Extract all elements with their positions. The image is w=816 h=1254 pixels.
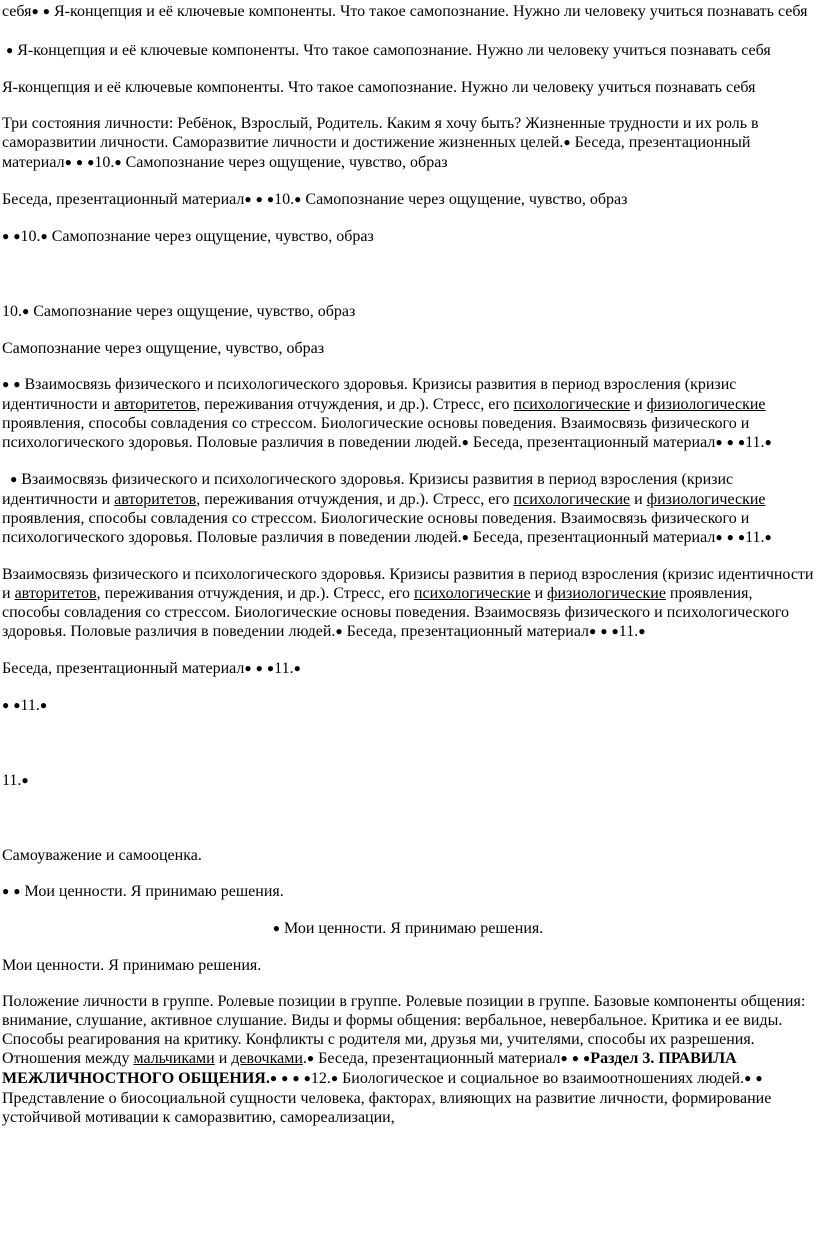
- paragraph-6: [2, 227, 814, 247]
- text-segment: 11.: [274, 660, 294, 677]
- link-avtoritetov[interactable]: авторитетов: [114, 396, 197, 413]
- bullet-icon: ●: [292, 1071, 300, 1085]
- bullet-icon: ●: [13, 229, 21, 243]
- text-segment: Беседа, презентационный материал: [468, 529, 716, 546]
- paragraph-3: [2, 78, 814, 97]
- bullet-icon: ●: [294, 192, 302, 206]
- bullet-icon: ●: [64, 155, 72, 169]
- bullet-icon: ●: [335, 624, 343, 638]
- text-segment: Я-концепция и её ключевые компоненты. Что такое самопознание. Нужно ли человеку учиться познавать себя: [2, 79, 756, 96]
- bullet-icon: ●: [715, 435, 723, 449]
- text-segment: Беседа, презентационный материал: [342, 623, 590, 640]
- bullet-icon: ●: [244, 192, 252, 206]
- bullet-icon: ●: [764, 435, 772, 449]
- text-segment: Самопознание через ощущение, чувство, образ: [301, 191, 628, 208]
- link-avtoritetov[interactable]: авторитетов: [114, 491, 197, 508]
- text-segment: Беседа, презентационный материал: [468, 434, 716, 451]
- text-segment: 12.: [310, 1070, 331, 1087]
- paragraph-11: [2, 565, 814, 642]
- text-segment: 11.: [745, 529, 765, 546]
- paragraph-12: [2, 659, 814, 679]
- text-segment: Биологическое и социальное во взаимоотношениях людей.: [338, 1070, 745, 1087]
- bullet-icon: ●: [306, 1051, 315, 1065]
- bullet-icon: ●: [13, 698, 21, 712]
- bullet-icon: ●: [737, 530, 746, 544]
- paragraph-13: [2, 696, 814, 716]
- bullet-icon: ●: [21, 773, 29, 787]
- link-fiziologicheskie[interactable]: физиологические: [646, 491, 766, 508]
- bullet-icon: ●: [726, 530, 734, 544]
- paragraph-4: [2, 114, 814, 173]
- bullet-icon: ●: [726, 435, 734, 449]
- link-malchikami[interactable]: мальчиками: [133, 1050, 215, 1067]
- bullet-icon: ●: [638, 624, 646, 638]
- bullet-icon: ●: [755, 1071, 763, 1085]
- link-devochkami[interactable]: девочками: [231, 1050, 303, 1067]
- bullet-icon: ●: [303, 1071, 311, 1085]
- bullet-icon: ●: [2, 229, 10, 243]
- text-segment: Взаимосвязь физического и психологического здоровья. Кризисы развития в период взросления (кризис идентичности и: [2, 566, 814, 602]
- text-segment: Беседа, презентационный материал: [2, 134, 751, 171]
- bullet-icon: ●: [461, 530, 469, 544]
- text-segment: , переживания отчуждения, и др.). Стресс, его: [96, 585, 414, 602]
- text-segment: и: [530, 585, 548, 602]
- bullet-icon: ●: [31, 4, 39, 18]
- text-segment: Положение личности в группе. Ролевые позиции в группе. Ролевые позиции в группе. Базовые компоненты общения: внимание, слушание, активное слушание. Виды и формы общения: вербальное, невербальное. Критика и ее виды. Способы реагирования на критику. Конфликты с родителя ми, друзья ми, учителями, способы их разрешения. Отношения между: [2, 993, 806, 1067]
- text-segment: Самопознание через ощущение, чувство, образ: [29, 303, 356, 320]
- text-segment: 10.: [2, 303, 22, 320]
- bullet-icon: ●: [269, 1071, 278, 1085]
- bullet-icon: ●: [715, 530, 723, 544]
- bullet-icon: ●: [2, 377, 10, 391]
- text-segment: себя: [2, 3, 32, 20]
- bullet-icon: ●: [10, 472, 18, 486]
- bullet-icon: ●: [13, 377, 21, 391]
- text-segment: Беседа, презентационный материал: [2, 660, 245, 677]
- bullet-icon: ●: [293, 661, 301, 675]
- link-avtoritetov[interactable]: авторитетов: [14, 585, 97, 602]
- bullet-icon: ●: [255, 661, 263, 675]
- text-segment: , переживания отчуждения, и др.). Стресс, его: [196, 396, 514, 413]
- text-segment: Взаимосвязь физического и психологического здоровья. Кризисы развития в период взросления (кризис идентичности и: [2, 471, 734, 508]
- bullet-icon: ●: [75, 155, 84, 169]
- bullet-icon: ●: [114, 155, 122, 169]
- bullet-icon: ●: [560, 1051, 568, 1065]
- text-segment: Взаимосвязь физического и психологического здоровья. Кризисы развития в период взросления (кризис идентичности и: [2, 376, 737, 413]
- text-segment: Самопознание через ощущение, чувство, образ: [121, 154, 448, 171]
- bullet-icon: ●: [13, 884, 21, 898]
- text-segment: Самопознание через ощущение, чувство, образ: [2, 340, 325, 357]
- text-segment: Беседа, презентационный материал: [2, 191, 245, 208]
- text-segment: Беседа, презентационный материал: [314, 1050, 561, 1067]
- bullet-icon: ●: [2, 698, 10, 712]
- text-segment: 10.: [94, 154, 115, 171]
- bullet-icon: ●: [461, 435, 469, 449]
- text-segment: , переживания отчуждения, и др.). Стресс, его: [196, 491, 514, 508]
- paragraph-10: [2, 470, 814, 548]
- bullet-icon: ●: [39, 698, 48, 712]
- text-segment: 10.: [20, 228, 41, 245]
- bullet-icon: ●: [611, 624, 619, 638]
- link-psikhologicheskie[interactable]: психологические: [513, 396, 631, 413]
- bullet-icon: ●: [571, 1051, 580, 1065]
- bullet-icon: ●: [737, 435, 746, 449]
- section-heading: Раздел 3. ПРАВИЛА МЕЖЛИЧНОСТНОГО ОБЩЕНИЯ.: [2, 1050, 737, 1087]
- text-segment: Представление о биосоциальной сущности человека, факторах, влияющих на развитие личности, формирование устойчивой мотивации к саморазвитию, самореализации,: [2, 1090, 772, 1126]
- link-fiziologicheskie[interactable]: физиологические: [646, 396, 766, 413]
- bullet-icon: ●: [600, 624, 608, 638]
- text-segment: Я-концепция и её ключевые компоненты. Что такое самопознание. Нужно ли человеку учиться познавать себя: [50, 3, 808, 20]
- link-psikhologicheskie[interactable]: психологические: [413, 585, 531, 602]
- paragraph-1: [2, 2, 814, 22]
- text-segment: 11.: [2, 772, 22, 789]
- text-segment: 11.: [745, 434, 765, 451]
- text-segment: Три состояния личности: Ребёнок, Взрослый, Родитель. Каким я хочу быть? Жизненные трудности и их роль в саморазвитии личности. Саморазвитие личности и достижение жизненных целей.: [2, 115, 759, 151]
- paragraph-15: [2, 846, 814, 865]
- bullet-icon: ●: [87, 155, 95, 169]
- text-segment: Мои ценности. Я принимаю решения.: [20, 883, 284, 900]
- text-segment: 11.: [618, 623, 639, 640]
- paragraph-7: [2, 302, 814, 322]
- text-segment: Мои ценности. Я принимаю решения.: [280, 920, 544, 937]
- bullet-icon: ●: [272, 921, 280, 935]
- text-segment: и: [630, 491, 647, 508]
- text-segment: Мои ценности. Я принимаю решения.: [2, 957, 262, 974]
- text-segment: 10.: [274, 191, 295, 208]
- bullet-icon: ●: [744, 1071, 752, 1085]
- paragraph-14: [2, 771, 814, 791]
- bullet-icon: ●: [563, 135, 571, 149]
- bullet-icon: ●: [266, 661, 275, 675]
- text-segment: .: [302, 1050, 307, 1067]
- paragraph-5: [2, 190, 814, 210]
- paragraph-17: [2, 919, 814, 939]
- bullet-icon: ●: [255, 192, 263, 206]
- bullet-icon: ●: [281, 1071, 289, 1085]
- paragraph-19: [2, 992, 814, 1127]
- text-segment: 11.: [20, 697, 40, 714]
- text-segment: и: [630, 396, 647, 413]
- paragraph-2: [2, 41, 814, 61]
- bullet-icon: ●: [330, 1071, 339, 1085]
- bullet-icon: ●: [266, 192, 275, 206]
- bullet-icon: ●: [42, 4, 50, 18]
- bullet-icon: ●: [2, 884, 10, 898]
- bullet-icon: ●: [583, 1051, 591, 1065]
- text-segment: Самоуважение и самооценка.: [2, 847, 202, 864]
- text-segment: Самопознание через ощущение, чувство, образ: [47, 228, 374, 245]
- bullet-icon: ●: [6, 43, 14, 57]
- bullet-icon: ●: [244, 661, 252, 675]
- bullet-icon: ●: [40, 229, 48, 243]
- paragraph-18: [2, 956, 814, 975]
- bullet-icon: ●: [764, 530, 772, 544]
- text-segment: проявления, способы совладения со стрессом. Биологические основы поведения. Взаимосвязь физического и психологического здоровья. Половые различия в поведении людей.: [2, 585, 790, 640]
- paragraph-16: [2, 882, 814, 902]
- link-fiziologicheskie[interactable]: физиологические: [547, 585, 666, 602]
- text-segment: и: [214, 1050, 232, 1067]
- bullet-icon: ●: [589, 624, 597, 638]
- link-psikhologicheskie[interactable]: психологические: [513, 491, 631, 508]
- paragraph-8: [2, 339, 814, 358]
- text-segment: проявления, способы совладения со стрессом. Биологические основы поведения. Взаимосвязь физического и психологического здоровья. Половые различия в поведении людей.: [2, 510, 750, 546]
- bullet-icon: ●: [22, 304, 30, 318]
- text-segment: проявления, способы совладения со стрессом. Биологические основы поведения. Взаимосвязь физического и психологического здоровья. Половые различия в поведении людей.: [2, 415, 750, 451]
- paragraph-9: [2, 375, 814, 453]
- text-segment: Я-концепция и её ключевые компоненты. Что такое самопознание. Нужно ли человеку учиться познавать себя: [13, 42, 771, 59]
